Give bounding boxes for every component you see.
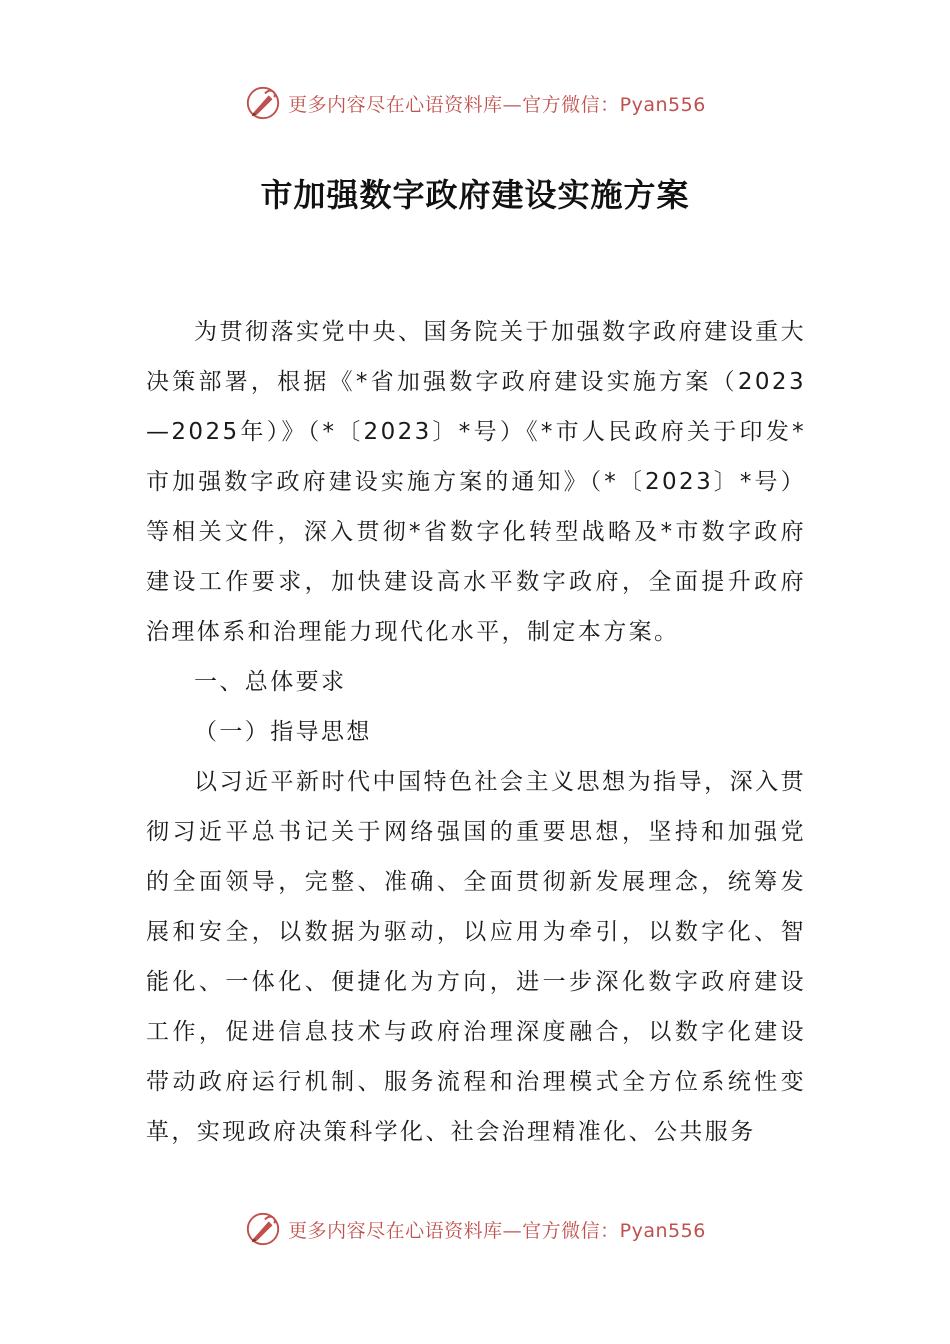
guiding-paragraph: 以习近平新时代中国特色社会主义思想为指导，深入贯彻习近平总书记关于网络强国的重要思想，坚持和加强党的全面领导，完整、准确、全面贯彻新发展理念，统筹发展和安全，以数据为驱动，以应用为牵引，以数字化、智能化、一体化、便捷化为方向，进一步深化数字政府建设工作，促进信息技术与政府治理深度融合，以数字化建设带动政府运行机制、服务流程和治理模式全方位系统性变革，实现政府决策科学化、社会治理精准化、公共服务 bbox=[146, 769, 806, 1145]
footer-watermark-banner bbox=[0, 1209, 950, 1249]
document-title: 市加强数字政府建设实施方案 bbox=[260, 176, 690, 214]
section-heading: 一、总体要求 bbox=[194, 669, 347, 695]
subsection-heading: （一）指导思想 bbox=[194, 719, 372, 745]
document-body bbox=[146, 307, 806, 1157]
pen-logo-icon bbox=[244, 1210, 282, 1248]
intro-paragraph: 为贯彻落实党中央、国务院关于加强数字政府建设重大决策部署，根据《*省加强数字政府建设实施方案（2023—2025年）》（*〔2023〕*号）《*市人民政府关于印发*市加强数字政府建设实施方案的通知》（*〔2023〕*号）等相关文件，深入贯彻*省数字化转型战略及*市数字政府建设工作要求，加快建设高水平数字政府，全面提升政府治理体系和治理能力现代化水平，制定本方案。 bbox=[146, 319, 806, 645]
pen-logo-icon bbox=[244, 84, 282, 122]
watermark-text: 更多内容尽在心语资料库—官方微信：Pyan556 bbox=[288, 1219, 706, 1242]
watermark-text: 更多内容尽在心语资料库—官方微信：Pyan556 bbox=[288, 93, 706, 116]
header-watermark-banner bbox=[0, 83, 950, 123]
